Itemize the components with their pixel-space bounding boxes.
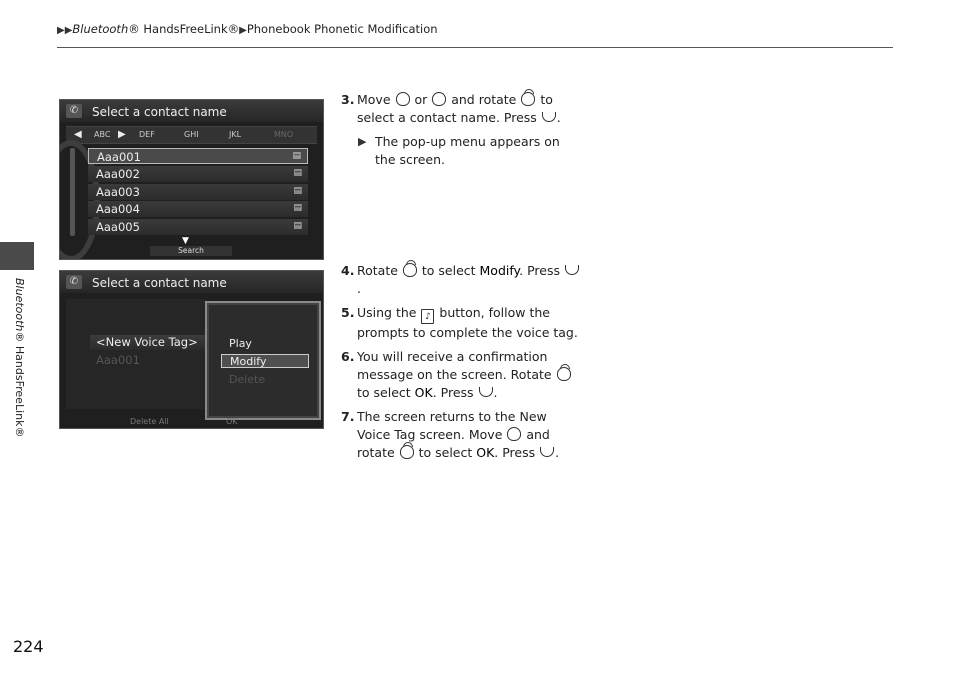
list-item[interactable]	[88, 219, 308, 235]
alphabet-tabs	[66, 126, 317, 144]
step-number: 4.	[341, 263, 355, 278]
arrow-right-icon: ▶	[239, 25, 247, 36]
search-button[interactable]: Search	[150, 246, 232, 256]
menu-item-label: Play	[229, 337, 252, 350]
step-6	[341, 348, 581, 402]
breadcrumb-bluetooth: Bluetooth	[72, 22, 129, 36]
step-text: .	[556, 110, 561, 125]
step-text: or	[410, 92, 432, 107]
popup-menu	[205, 301, 321, 420]
press-icon	[479, 387, 493, 397]
step-text: The screen returns to the New Voice Tag screen. Move	[357, 409, 547, 442]
menu-item-label: Delete	[229, 373, 266, 386]
header-rule	[57, 47, 893, 48]
step-7	[341, 408, 581, 462]
keyword: OK	[476, 445, 495, 460]
screen-title: Select a contact name	[92, 276, 227, 290]
contact-name: Aaa001	[97, 150, 141, 164]
list-item[interactable]	[88, 166, 308, 182]
step-text: Rotate	[357, 263, 402, 278]
step-number: 3.	[341, 92, 355, 107]
step-text: . Press	[432, 385, 478, 400]
move-right-icon	[432, 92, 446, 106]
step-text: .	[493, 385, 498, 400]
step-3	[341, 91, 581, 127]
contact-name: Aaa002	[96, 166, 140, 181]
step-text: to select	[414, 445, 477, 460]
arrow-right-icon: ▶	[358, 135, 367, 148]
chevron-down-icon: ▼	[182, 236, 189, 246]
tab-ghi[interactable]: GHI	[184, 130, 199, 139]
keyword: OK	[414, 385, 433, 400]
talk-button-icon: ♪	[421, 309, 434, 324]
chapter-label	[8, 278, 28, 438]
screen-title-bar	[60, 271, 323, 293]
press-icon	[542, 112, 556, 122]
arrow-right-icon: ▶	[64, 25, 73, 36]
result-text: The pop-up menu appears on the screen.	[375, 134, 560, 167]
tab-right-arrow-icon[interactable]: ▶	[118, 129, 126, 140]
keyword: Modify	[479, 263, 520, 278]
step-5	[341, 304, 581, 342]
contact-list	[88, 148, 308, 237]
press-icon	[540, 447, 554, 457]
step-4	[341, 262, 581, 298]
step-number: 6.	[341, 349, 355, 364]
step-text: . Press	[494, 445, 540, 460]
rotate-icon	[403, 263, 417, 277]
contact-name: Aaa003	[96, 184, 140, 199]
contact-name: Aaa001	[96, 353, 140, 367]
delete-all-button[interactable]: Delete All	[130, 417, 169, 426]
step-number: 7.	[341, 409, 355, 424]
voice-tag-screen	[59, 270, 324, 429]
step-text: button, follow the prompts to complete the voice tag.	[357, 305, 578, 340]
step-text: You will receive a confirmation message on the screen. Rotate	[357, 349, 556, 382]
phonebook-icon: ▤	[293, 185, 302, 196]
steps-top	[341, 91, 581, 169]
breadcrumb-current: Phonebook Phonetic Modification	[246, 22, 438, 36]
tab-def[interactable]: DEF	[139, 130, 155, 139]
breadcrumb-handsfreelink: ® HandsFreeLink®	[128, 22, 240, 36]
step-text: and rotate	[357, 427, 550, 460]
arrow-right-icon: ▶	[57, 25, 65, 36]
step-text: .	[357, 281, 361, 296]
contact-name: Aaa004	[96, 202, 140, 217]
contact-list-screen	[59, 99, 324, 260]
rotate-icon	[400, 445, 414, 459]
phonebook-icon: ▤	[293, 221, 302, 232]
phonebook-icon: ▤	[293, 167, 302, 178]
phonebook-icon: ▤	[293, 203, 302, 214]
list-item[interactable]	[88, 184, 308, 200]
scrollbar[interactable]	[70, 148, 75, 236]
tab-abc[interactable]: ABC	[94, 130, 111, 139]
chapter-tab	[0, 242, 34, 270]
list-item[interactable]	[88, 201, 308, 217]
tab-jkl[interactable]: JKL	[229, 130, 242, 139]
step-text: to select	[357, 385, 415, 400]
phonebook-icon: ▤	[292, 151, 301, 161]
menu-item-delete[interactable]	[221, 373, 309, 387]
tab-left-arrow-icon[interactable]: ◀	[74, 129, 82, 140]
rotate-icon	[557, 367, 571, 381]
tab-mno[interactable]: MNO	[274, 130, 294, 139]
step-text: Move	[357, 92, 395, 107]
step-text: and rotate	[447, 92, 521, 107]
press-icon	[565, 265, 579, 275]
menu-item-play[interactable]	[221, 337, 309, 351]
list-item[interactable]	[88, 148, 308, 164]
step-number: 5.	[341, 305, 355, 320]
breadcrumb	[57, 22, 438, 36]
rotate-icon	[521, 92, 535, 106]
step-text: to select	[417, 263, 480, 278]
steps-bottom	[341, 262, 581, 468]
phone-icon: ✆	[66, 275, 82, 289]
move-down-icon	[507, 427, 521, 441]
contact-name: Aaa005	[96, 220, 140, 235]
step-3-result	[341, 133, 581, 169]
move-left-icon	[396, 92, 410, 106]
page-number: 224	[13, 637, 44, 656]
phone-icon: ✆	[66, 104, 82, 118]
step-text: to select a contact name. Press	[357, 92, 553, 125]
chapter-label-italic: Bluetooth	[13, 278, 26, 332]
menu-item-modify[interactable]	[221, 354, 309, 368]
menu-item-label: Modify	[230, 355, 267, 368]
new-voice-tag-label: <New Voice Tag>	[96, 335, 198, 349]
screen-title: Select a contact name	[92, 105, 227, 119]
step-text: . Press	[519, 263, 564, 278]
step-text: .	[555, 445, 560, 460]
screen-title-bar	[60, 100, 323, 122]
chapter-label-rest: ® HandsFreeLink®	[13, 331, 26, 438]
step-text: Using the	[357, 305, 421, 320]
ok-button[interactable]: OK	[226, 417, 238, 426]
